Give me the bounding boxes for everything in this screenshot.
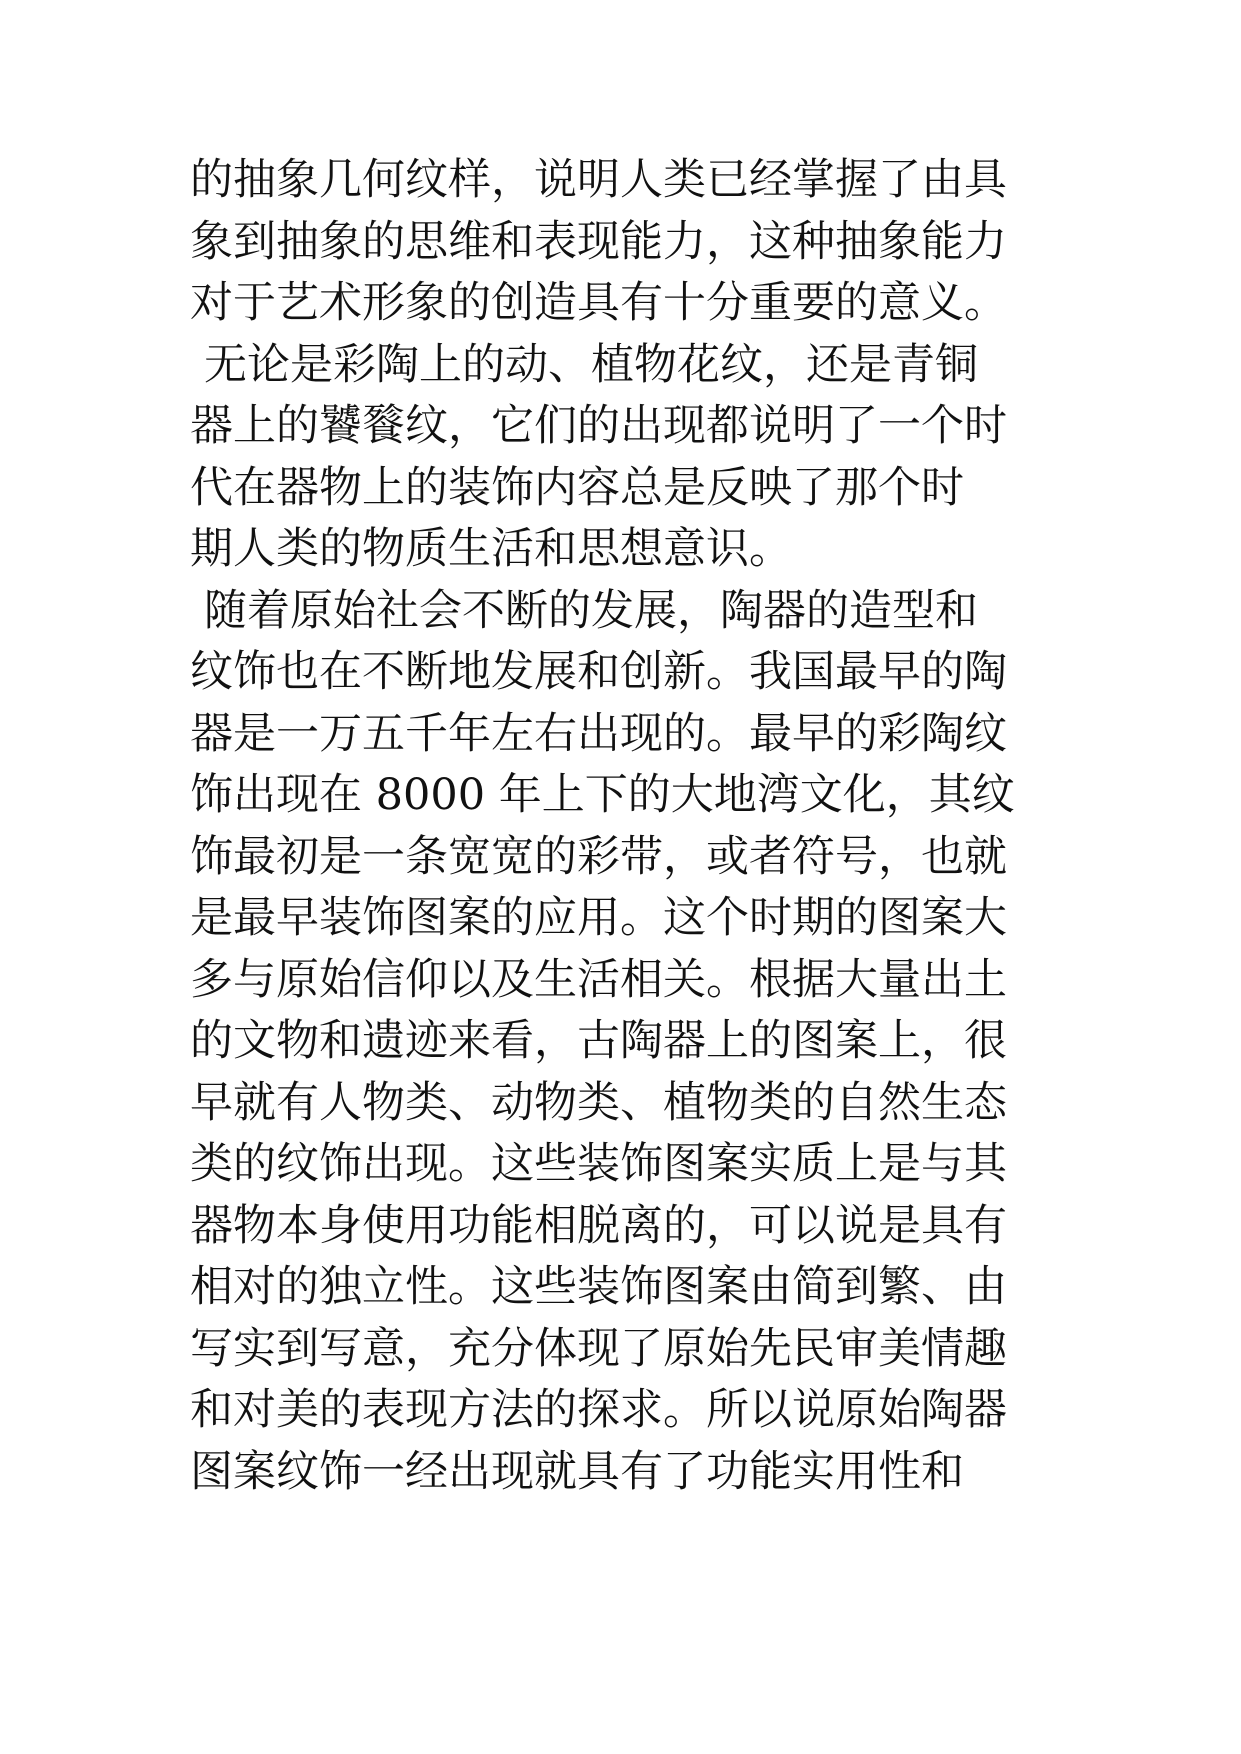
paragraph-start-line: 无论是彩陶上的动、植物花纹，还是青铜: [204, 339, 978, 390]
text-line: 类的纹饰出现。这些装饰图案实质上是与其: [190, 1139, 1007, 1189]
text-line: 早就有人物类、动物类、植物类的自然生态: [190, 1077, 1007, 1128]
paragraph-start-line: 随着原始社会不断的发展，陶器的造型和: [204, 585, 978, 636]
text-line: 多与原始信仰以及生活相关。根据大量出土: [190, 954, 1007, 1005]
text-line: 对于艺术形象的创造具有十分重要的意义。: [190, 278, 1007, 328]
text-line: 饰出现在 8000 年上下的大地湾文化，其纹: [190, 770, 1015, 820]
text-line: 器上的饕餮纹，它们的出现都说明了一个时: [190, 401, 1007, 451]
text-line: 象到抽象的思维和表现能力，这种抽象能力: [190, 216, 1007, 267]
text-line: 图案纹饰一经出现就具有了功能实用性和: [190, 1446, 964, 1497]
text-line: 期人类的物质生活和思想意识。: [190, 524, 792, 574]
text-line: 相对的独立性。这些装饰图案由简到繁、由: [190, 1262, 1007, 1312]
text-line: 和对美的表现方法的探求。所以说原始陶器: [190, 1385, 1007, 1435]
text-line: 器物本身使用功能相脱离的，可以说是具有: [190, 1200, 1007, 1251]
text-line: 纹饰也在不断地发展和创新。我国最早的陶: [190, 647, 1007, 697]
text-line: 是最早装饰图案的应用。这个时期的图案大: [190, 893, 1007, 943]
text-line: 器是一万五千年左右出现的。最早的彩陶纹: [190, 708, 1007, 759]
text-line: 饰最初是一条宽宽的彩带，或者符号，也就: [190, 831, 1007, 882]
body-text: [190, 150, 1090, 1503]
text-line: 的文物和遗迹来看，古陶器上的图案上，很: [190, 1016, 1007, 1066]
text-line: 写实到写意，充分体现了原始先民审美情趣: [190, 1323, 1007, 1374]
text-line: 的抽象几何纹样，说明人类已经掌握了由具: [190, 155, 1007, 205]
text-line: 代在器物上的装饰内容总是反映了那个时: [190, 462, 964, 513]
